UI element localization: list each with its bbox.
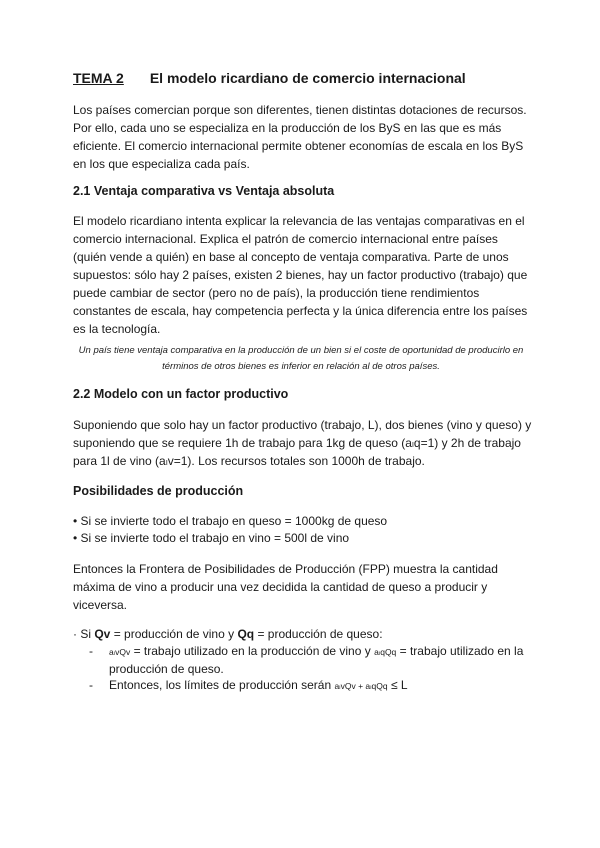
chapter-title: El modelo ricardiano de comercio internacional	[149, 70, 466, 86]
section-2-2-paragraph: Suponiendo que solo hay un factor productivo (trabajo, L), dos bienes (vino y queso) y suponiendo que se requiere 1h de trabajo para 1kg de queso (aₗq=1) y 2h de trabajo para 1l de vino (aₗv=1). Los recursos totales son 1000h de trabajo.	[73, 418, 532, 468]
definition-line: · Si Qv = producción de vino y Qq = producción de queso:	[73, 627, 383, 641]
page-title	[73, 70, 466, 86]
bullet-item: • Si se invierte todo el trabajo en queso = 1000kg de queso	[73, 514, 388, 528]
fpp-paragraph: Entonces la Frontera de Posibilidades de Producción (FPP) muestra la cantidad máxima de vino a producir una vez decidida la cantidad de queso a producir y viceversa.	[73, 562, 498, 612]
qq-symbol: Qq	[237, 627, 255, 641]
definition-quote: Un país tiene ventaja comparativa en la producción de un bien si el coste de oportunidad de producirlo en términos de otros bienes es inferior en relación al de otros países.	[78, 345, 524, 372]
dash-marker: -	[89, 678, 93, 692]
labor-cheese-term: aₗqQq	[365, 681, 388, 691]
labor-limit: ≤ L	[387, 678, 408, 692]
qv-symbol: Qv	[94, 627, 111, 641]
section-2-1-paragraph: El modelo ricardiano intenta explicar la relevancia de las ventajas comparativas en el comercio internacional. Explica el patrón de comercio internacional entre países (quién vende a quién) en base al concepto de ventaja comparativa. Parte de unos supuestos: sólo hay 2 países, existen 2 bienes, hay un factor productivo (trabajo) que puede cambiar de sector (pero no de país), la producción tiene rendimientos constantes de escala, hay competencia perfecta y la única diferencia entre los países es la tecnología.	[73, 214, 528, 336]
dash-item-labor-use: aₗvQv = trabajo utilizado en la producción de vino y aₗqQq = trabajo utilizado en la producción de queso.	[109, 644, 524, 676]
labor-cheese-term: aₗqQq	[374, 647, 397, 657]
bullet-item: • Si se invierte todo el trabajo en vino = 500l de vino	[73, 531, 350, 545]
section-heading-2-1: 2.1 Ventaja comparativa vs Ventaja absoluta	[73, 184, 335, 198]
intro-paragraph: Los países comercian porque son diferentes, tienen distintas dotaciones de recursos. Por ello, cada uno se especializa en la producción de los ByS en las que es más eficiente. El comercio internacional permite obtener economías de escala en los ByS en los que especializa cada país.	[73, 103, 527, 171]
dash-item-production-limit: Entonces, los límites de producción serán aₗvQv + aₗqQq ≤ L	[109, 678, 408, 692]
labor-wine-term: aₗvQv	[109, 647, 131, 657]
section-heading-2-2: 2.2 Modelo con un factor productivo	[73, 387, 289, 401]
chapter-number: TEMA 2	[73, 70, 124, 86]
labor-wine-term: aₗvQv	[334, 681, 356, 691]
dash-marker: -	[89, 644, 93, 658]
subheading-production-possibilities: Posibilidades de producción	[73, 484, 244, 498]
